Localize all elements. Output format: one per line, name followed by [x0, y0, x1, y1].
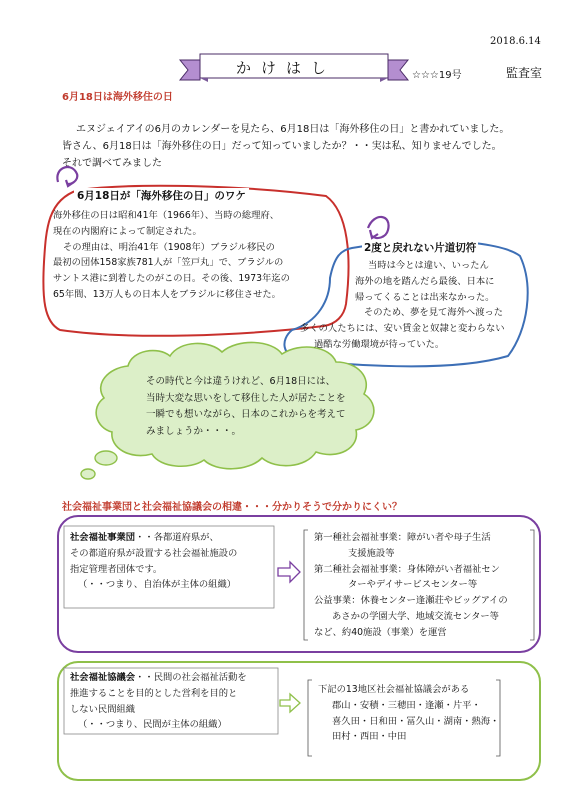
issue-date: 2018.6.14	[490, 36, 541, 47]
kyogikai-line: ・・民間の社会福祉活動を	[135, 672, 247, 683]
arrow-right-icon-2	[280, 694, 300, 712]
cloud-message	[146, 374, 366, 440]
section-heading-welfare-difference: 社会福祉事業団と社会福祉協議会の相違・・・分かりそうで分かりにくい？	[62, 502, 402, 513]
oneway-line: 当時は今とは違い、いったん	[368, 260, 489, 271]
cloud-line: みましょうか・・・。	[146, 425, 242, 437]
cloud-line: その時代と今は違うけれど、6月18日には、	[146, 376, 336, 387]
reason-line: 現在の内閣府によって制定された。	[53, 225, 202, 237]
jigyodan-detail-line: あさかの学園大学、地域交流センター等	[332, 610, 499, 622]
kyogikai-detail-line: 喜久田・日和田・冨久山・湖南・熱海・	[332, 715, 500, 727]
jigyodan-line: 指定管理者団体です。	[70, 563, 163, 575]
jigyodan-detail-line: 第二種社会福祉事業：身体障がい者福祉セン	[314, 563, 500, 575]
jigyodan-detail-line: など、約40施設（事業）を運営	[314, 626, 447, 638]
intro-line: エヌジェイアイの6月のカレンダーを見たら、6月18日は「海外移住の日」と書かれていました。	[76, 124, 510, 135]
intro-line: 皆さん、6月18日は「海外移住の日」だって知っていましたか？・・実は私、知りませんでした。	[62, 141, 502, 152]
intro-line: それで調べてみました	[62, 158, 162, 169]
kyogikai-line: しない民間組織	[70, 703, 136, 715]
kyogikai-term: 社会福祉協議会	[70, 672, 136, 683]
reason-line: サントス港に到着したのがこの日。その後、1973年迄の	[53, 273, 290, 285]
kyogikai-detail-line: 下記の13地区社会福祉協議会がある	[318, 684, 470, 695]
reason-line: 海外移住の日は昭和41年（1966年）、当時の総理府、	[53, 210, 280, 221]
oneway-line: 過酷な労働環境が待っていた。	[314, 338, 445, 350]
arrow-right-icon	[278, 562, 300, 582]
jigyodan-detail	[314, 530, 534, 641]
jigyodan-term: 社会福祉事業団	[70, 532, 136, 543]
oneway-line: そのため、夢を見て海外へ渡った	[364, 307, 504, 319]
kyogikai-detail-line: 田村・西田・中田	[332, 731, 407, 743]
kyogikai-detail-line: 郡山・安積・三穂田・逢瀬・片平・	[332, 699, 481, 711]
jigyodan-detail-line: 第一種社会福祉事業：障がい者や母子生活	[314, 532, 491, 543]
reason-box-title: 6月18日が「海外移住の日」のワケ	[74, 188, 249, 203]
issue-number: ☆☆☆19号	[412, 70, 462, 81]
oneway-box-title: 2度と戻れない片道切符	[364, 242, 477, 254]
oneway-box-body	[300, 258, 520, 353]
oneway-line: 海外の地を踏んだら最後、日本に	[355, 275, 495, 287]
newsletter-title: かけはし	[235, 59, 336, 77]
oneway-line: 多くの人たちには、安い賃金と奴隷と変わらない	[300, 323, 505, 335]
kyogikai-line: 推進することを目的とした営利を目的と	[70, 687, 238, 699]
jigyodan-line: ・・各都道府県が、	[135, 532, 219, 543]
reason-line: 65年間、13万人もの日本人をブラジルに移住させた。	[53, 288, 281, 300]
kyogikai-description	[70, 670, 280, 733]
oneway-line: 帰ってくることは出来なかった。	[355, 291, 495, 303]
cloud-line: 一瞬でも想いながら、日本のこれからを考えて	[146, 409, 346, 420]
cloud-line: 当時大変な思いをして移住した人が居たことを	[146, 392, 346, 404]
kyogikai-line: （・・つまり、民間が主体の組織）	[78, 719, 227, 731]
reason-line: 最初の団体158家族781人が「笠戸丸」で、ブラジルの	[53, 257, 284, 269]
department-name: 監査室	[506, 66, 543, 80]
jigyodan-description	[70, 530, 275, 593]
kyogikai-detail	[318, 682, 503, 745]
section-heading-emigration-day: 6月18日は海外移住の日	[62, 92, 173, 103]
jigyodan-line: その都道府県が設置する社会福祉施設の	[70, 547, 238, 559]
jigyodan-detail-line: ターやデイサービスセンター等	[348, 579, 478, 591]
jigyodan-detail-line: 支援施設等	[348, 547, 395, 559]
jigyodan-line: （・・つまり、自治体が主体の組織）	[78, 579, 237, 591]
jigyodan-detail-line: 公益事業：休養センター逢瀬荘やビッグアイの	[314, 595, 508, 607]
reason-line: その理由は、明治41年（1908年）ブラジル移民の	[63, 241, 275, 253]
